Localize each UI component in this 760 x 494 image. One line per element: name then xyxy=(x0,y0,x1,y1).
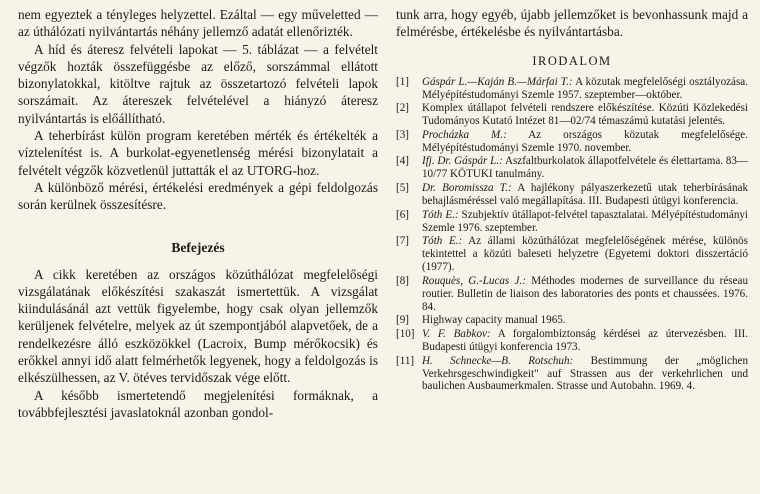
reference-author: Procházka M.: xyxy=(422,128,507,141)
reference-item xyxy=(396,129,748,155)
reference-number: [11] xyxy=(396,354,415,367)
reference-text: Aszfaltburkolatok állapotfelvétele és élettartama. 83—10/77 KÖTUKI tanulmány. xyxy=(422,155,749,181)
reference-text: Szubjektív útállapot-felvétel tapasztalatai. Mélyépítéstudományi Szemle 1976. szeptember. xyxy=(422,208,748,234)
reference-number: [7] xyxy=(396,235,409,248)
section-heading: Befejezés xyxy=(171,239,225,255)
reference-text: Bestimmung der „möglichen Verkehrsgeschwindigkeit" auf Strassen aus der verkehrlichen und baulichen Ausbaumerkmalen. Strasse und Autobahn. 1969. 4. xyxy=(422,354,748,393)
paragraph: tunk arra, hogy egyéb, újabb jellemzőket is bevonhassunk majd a felmérésbe, értékelésbe és nyilvántartásba. xyxy=(396,7,748,40)
references-heading: IRODALOM xyxy=(532,53,612,68)
left-column xyxy=(18,6,378,421)
paragraph: A később ismertetendő megjelenítési formáknak, a továbbfejlesztési javaslatoknál azonban gondol- xyxy=(18,387,378,420)
reference-number: [5] xyxy=(396,182,409,195)
reference-item xyxy=(396,76,748,102)
reference-number: [2] xyxy=(396,102,409,115)
reference-number: [10] xyxy=(396,327,415,340)
reference-text: A közutak megfelelőségi osztályozása. Mélyépítéstudományi Szemle 1957. szeptember—október. xyxy=(422,75,748,101)
paragraph: A híd és áteresz felvételi lapokat — 5. táblázat — a felvételt végzők hozták összefüggésbe az előző, sorszámmal ellátott bizonylatokkal, kitöltve rajtuk az összetartozó felvételi lapok sorszámait. Az átereszek felvételével a hiányzó áteresz nyilvántartás is előállítható. xyxy=(18,41,378,126)
reference-number: [1] xyxy=(396,75,409,88)
reference-author: Ifj. Dr. Gáspár L.: xyxy=(422,155,503,168)
reference-list xyxy=(396,76,748,394)
reference-author: Tóth E.: xyxy=(422,235,463,248)
reference-item xyxy=(396,235,748,274)
reference-number: [6] xyxy=(396,208,409,221)
reference-author: H. Schnecke—B. Rotschuh: xyxy=(422,354,574,367)
paragraph: A teherbírást külön program keretében mérték és értékelték a víztelenítést is. A burkolat-egyenetlenség mérési bizonylatait a felvételt végzők közvetlenül juttatták el az UTORG-hoz. xyxy=(18,128,378,178)
reference-number: [9] xyxy=(396,314,409,327)
reference-item xyxy=(396,328,748,354)
reference-text: A forgalombiztonság kérdései az útervezésben. III. Budapesti útügyi konferencia 1973. xyxy=(422,327,748,353)
reference-text: Az állami közúthálózat megfelelőségének mérése, különös tekintettel a közúti baleseti helyzetre (Egyetemi doktori disszertáció (1977). xyxy=(422,235,748,274)
paragraph: nem egyeztek a tényleges helyzettel. Ezáltal — egy műveletted — az úthálózati nyilvántartás néhány jellemző adatát ellenőrizték. xyxy=(18,7,378,40)
reference-item xyxy=(396,182,748,208)
right-column xyxy=(396,6,748,394)
reference-text: Komplex útállapot felvételi rendszere előkészítése. Közúti Közlekedési Tudományos Kutató Intézet 81—02/74 témaszámú kutatási jelentés. xyxy=(422,102,748,128)
reference-author: V. F. Babkov: xyxy=(422,327,491,340)
reference-number: [8] xyxy=(396,274,409,287)
reference-author: Rouquès, G.-Lucas J.: xyxy=(422,274,526,287)
reference-text: Az országos közutak megfelelősége. Mélyépítéstudományi Szemle 1970. november. xyxy=(422,128,748,154)
reference-item xyxy=(396,102,748,128)
reference-number: [3] xyxy=(396,128,409,141)
reference-author: Tóth E.: xyxy=(422,208,459,221)
reference-text: Méthodes modernes de surveillance du réseau routier. Bulletin de liaison des laboratories des ponts et chaussées. 1976. 84. xyxy=(422,274,748,313)
paragraph: A különböző mérési, értékelési eredmények a gépi feldolgozás során kerülnek összesítésre. xyxy=(18,179,378,213)
reference-item xyxy=(396,155,748,181)
reference-author: Dr. Boromissza T.: xyxy=(422,182,512,195)
reference-number: [4] xyxy=(396,155,409,168)
reference-text: A hajlékony pályaszerkezetű utak teherbírásának behajlásméréssel való megállapítása. III. Budapesti útügyi konferencia. xyxy=(422,182,748,207)
reference-item xyxy=(396,275,748,314)
reference-author: Gáspár L.—Kaján B.—Márfai T.: xyxy=(422,75,573,88)
reference-item xyxy=(396,355,748,394)
reference-item xyxy=(396,209,748,235)
paragraph: A cikk keretében az országos közúthálózat megfelelőségi vizsgálatának előkészítési szakaszát ismertettük. A vizsgálat kiindulásánál azt vettük figyelembe, hogy csak olyan jellemzők kerüljenek felvételre, melyek az út szempontjából alapvetőek, de a rendelkezésre álló eszközökkel (Lacroix, Bump mérőkocsik) és erőkkel annyi idő alatt felmérhetők legyenek, hogy a feldolgozás is elkészülhessen, az V. ötéves tervidőszak vége előtt. xyxy=(18,266,378,386)
reference-item xyxy=(396,314,748,327)
reference-text: Highway capacity manual 1965. xyxy=(422,314,566,327)
